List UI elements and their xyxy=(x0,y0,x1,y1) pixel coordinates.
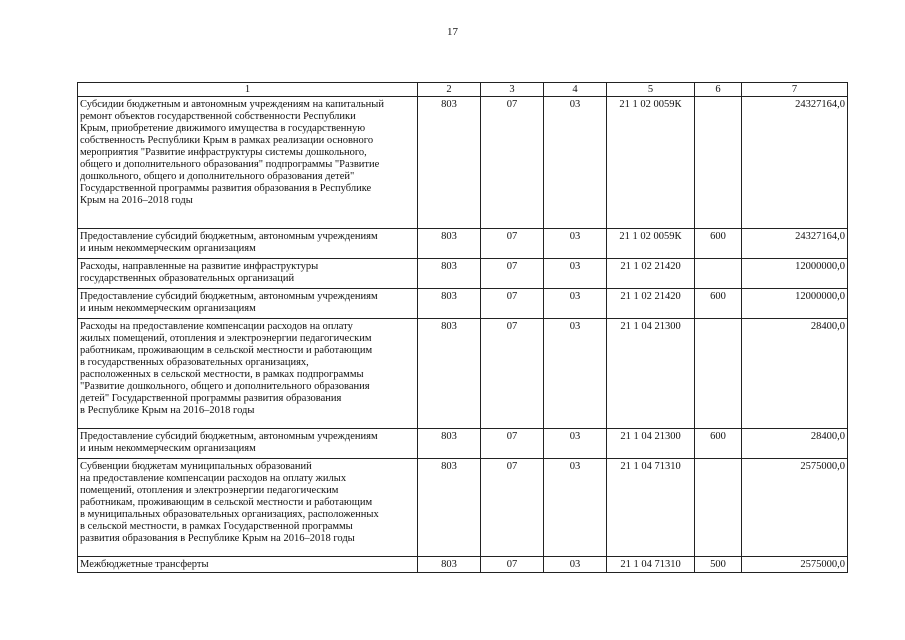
row-subsection-code: 03 xyxy=(544,229,607,259)
row-subsection-code: 03 xyxy=(544,319,607,429)
table-row xyxy=(78,259,848,289)
page-number: 17 xyxy=(447,26,458,38)
table-row xyxy=(78,557,848,573)
column-header-7: 7 xyxy=(742,83,848,97)
row-target-code: 21 1 04 71310 xyxy=(607,459,695,557)
row-ministry-code: 803 xyxy=(418,459,481,557)
row-section-code: 07 xyxy=(481,557,544,573)
row-section-code: 07 xyxy=(481,429,544,459)
row-section-code: 07 xyxy=(481,289,544,319)
row-expense-type: 500 xyxy=(695,557,742,573)
row-section-code: 07 xyxy=(481,97,544,229)
row-ministry-code: 803 xyxy=(418,557,481,573)
row-name: Расходы на предоставление компенсации расходов на оплату жилых помещений, отопления и электроэнергии педагогическим работникам, проживающим в сельской местности и работающим в государственных образовательных организациях, расположенных в сельской местности, в рамках подпрограммы "Развитие дошкольного, общего и дополнительного образования детей" Государственной программы развития образования в Республике Крым на 2016–2018 годы xyxy=(78,319,418,429)
row-amount: 28400,0 xyxy=(742,319,848,429)
row-expense-type: 600 xyxy=(695,289,742,319)
row-subsection-code: 03 xyxy=(544,97,607,229)
row-subsection-code: 03 xyxy=(544,259,607,289)
row-name: Предоставление субсидий бюджетным, автономным учреждениям и иным некоммерческим организациям xyxy=(78,229,418,259)
row-ministry-code: 803 xyxy=(418,319,481,429)
row-amount: 12000000,0 xyxy=(742,259,848,289)
row-target-code: 21 1 04 21300 xyxy=(607,319,695,429)
column-header-3: 3 xyxy=(481,83,544,97)
table-row xyxy=(78,429,848,459)
row-target-code: 21 1 02 0059К xyxy=(607,97,695,229)
budget-table xyxy=(77,82,848,573)
row-ministry-code: 803 xyxy=(418,429,481,459)
row-target-code: 21 1 04 71310 xyxy=(607,557,695,573)
row-name: Субсидии бюджетным и автономным учреждениям на капитальный ремонт объектов государственной собственности Республики Крым, приобретение движимого имущества в государственную собственность Республики Крым в рамках реализации основного мероприятия "Развитие инфраструктуры системы дошкольного, общего и дополнительного образования" подпрограммы "Развитие дошкольного, общего и дополнительного образования детей" Государственной программы развития образования в Республике Крым на 2016–2018 годы xyxy=(78,97,418,229)
header-row xyxy=(78,83,848,97)
row-section-code: 07 xyxy=(481,229,544,259)
row-expense-type xyxy=(695,459,742,557)
column-header-1: 1 xyxy=(78,83,418,97)
row-section-code: 07 xyxy=(481,319,544,429)
table-row xyxy=(78,229,848,259)
column-header-4: 4 xyxy=(544,83,607,97)
row-ministry-code: 803 xyxy=(418,97,481,229)
row-section-code: 07 xyxy=(481,459,544,557)
table-row xyxy=(78,289,848,319)
row-amount: 24327164,0 xyxy=(742,97,848,229)
row-expense-type: 600 xyxy=(695,229,742,259)
row-expense-type: 600 xyxy=(695,429,742,459)
row-section-code: 07 xyxy=(481,259,544,289)
row-expense-type xyxy=(695,97,742,229)
row-ministry-code: 803 xyxy=(418,289,481,319)
row-subsection-code: 03 xyxy=(544,289,607,319)
column-header-2: 2 xyxy=(418,83,481,97)
table-row xyxy=(78,97,848,229)
row-target-code: 21 1 02 0059К xyxy=(607,229,695,259)
row-name: Предоставление субсидий бюджетным, автономным учреждениям и иным некоммерческим организациям xyxy=(78,289,418,319)
row-amount: 2575000,0 xyxy=(742,459,848,557)
row-subsection-code: 03 xyxy=(544,557,607,573)
column-header-6: 6 xyxy=(695,83,742,97)
row-name: Расходы, направленные на развитие инфраструктуры государственных образовательных организаций xyxy=(78,259,418,289)
row-target-code: 21 1 02 21420 xyxy=(607,289,695,319)
row-name: Предоставление субсидий бюджетным, автономным учреждениям и иным некоммерческим организациям xyxy=(78,429,418,459)
row-target-code: 21 1 04 21300 xyxy=(607,429,695,459)
row-amount: 12000000,0 xyxy=(742,289,848,319)
row-target-code: 21 1 02 21420 xyxy=(607,259,695,289)
row-ministry-code: 803 xyxy=(418,259,481,289)
row-amount: 2575000,0 xyxy=(742,557,848,573)
table-row xyxy=(78,319,848,429)
row-subsection-code: 03 xyxy=(544,429,607,459)
row-name: Субвенции бюджетам муниципальных образований на предоставление компенсации расходов на оплату жилых помещений, отопления и электроэнергии педагогическим работникам, проживающим в сельской местности и работающим в муниципальных образовательных организациях, расположенных в сельской местности, в рамках Государственной программы развития образования в Республике Крым на 2016–2018 годы xyxy=(78,459,418,557)
row-subsection-code: 03 xyxy=(544,459,607,557)
table-row xyxy=(78,459,848,557)
column-header-5: 5 xyxy=(607,83,695,97)
row-name: Межбюджетные трансферты xyxy=(78,557,418,573)
row-expense-type xyxy=(695,259,742,289)
row-amount: 24327164,0 xyxy=(742,229,848,259)
row-amount: 28400,0 xyxy=(742,429,848,459)
row-ministry-code: 803 xyxy=(418,229,481,259)
row-expense-type xyxy=(695,319,742,429)
